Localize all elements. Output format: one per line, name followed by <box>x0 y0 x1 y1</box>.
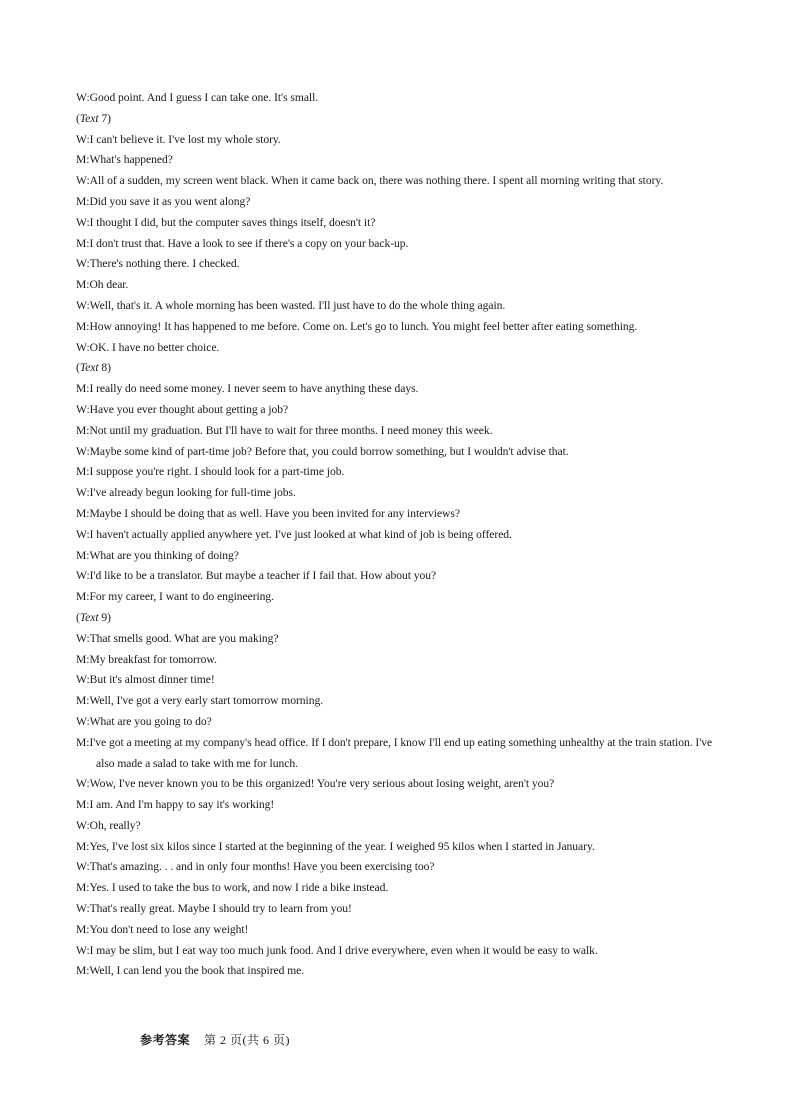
speaker-label: M <box>76 153 87 167</box>
dialogue-line: M:I suppose you're right. I should look for a part-time job. <box>76 465 345 479</box>
dialogue-text: I really do need some money. I never seem to have anything these days. <box>89 382 419 396</box>
dialogue-line: W:I thought I did, but the computer saves things itself, doesn't it? <box>76 215 376 229</box>
dialogue-line: W:Wow, I've never known you to be this organized! You're very serious about losing weight, aren't you? <box>76 777 555 791</box>
dialogue-text: My breakfast for tomorrow. <box>89 652 217 666</box>
dialogue-text: All of a sudden, my screen went black. When it came back on, there was nothing there. I spent all morning writing that story. <box>89 174 664 188</box>
dialogue-line: W:But it's almost dinner time! <box>76 673 215 687</box>
dialogue-text: Not until my graduation. But I'll have to wait for three months. I need money this week. <box>89 423 493 437</box>
speaker-label: W <box>76 298 87 312</box>
speaker-label: W <box>76 902 87 916</box>
dialogue-line: W:I've already begun looking for full-time jobs. <box>76 486 296 500</box>
dialogue-line: W:All of a sudden, my screen went black. When it came back on, there was nothing there. I spent all morning writing that story. <box>76 174 664 188</box>
section-heading-label: Text <box>79 361 99 375</box>
dialogue-text: Well, I can lend you the book that inspired me. <box>89 964 305 978</box>
dialogue-text: OK. I have no better choice. <box>89 340 220 354</box>
dialogue-line: W:That's amazing. . . and in only four months! Have you been exercising too? <box>76 860 435 874</box>
page-footer <box>140 1031 290 1048</box>
speaker-label: W <box>76 444 87 458</box>
section-heading: (Text 9) <box>76 610 111 624</box>
speaker-label: M <box>76 694 87 708</box>
dialogue-text: That's really great. Maybe I should try to learn from you! <box>89 902 352 916</box>
dialogue-text: I don't trust that. Have a look to see if there's a copy on your back-up. <box>89 236 409 250</box>
dialogue-line: W:Have you ever thought about getting a job? <box>76 402 289 416</box>
dialogue-line: W:I haven't actually applied anywhere yet. I've just looked at what kind of job is being offered. <box>76 527 512 541</box>
dialogue-line: M:For my career, I want to do engineering. <box>76 590 275 604</box>
speaker-label: W <box>76 569 87 583</box>
speaker-label: M <box>76 423 87 437</box>
dialogue-text: Oh, really? <box>89 818 141 832</box>
speaker-label: W <box>76 91 87 104</box>
speaker-label: W <box>76 257 87 271</box>
speaker-label: W <box>76 527 87 541</box>
dialogue-line: W:I may be slim, but I eat way too much junk food. And I drive everywhere, even when it would be easy to walk. <box>76 943 598 957</box>
section-heading-label: Text <box>79 111 99 125</box>
dialogue-text: I suppose you're right. I should look for a part-time job. <box>89 465 345 479</box>
dialogue-text: There's nothing there. I checked. <box>89 257 240 271</box>
dialogue-line: M:How annoying! It has happened to me before. Come on. Let's go to lunch. You might feel better after eating something. <box>76 319 638 333</box>
speaker-label: M <box>76 735 87 749</box>
section-heading-number: 8 <box>101 361 108 375</box>
dialogue-text: I thought I did, but the computer saves things itself, doesn't it? <box>89 215 376 229</box>
dialogue-text: That's amazing. . . and in only four months! Have you been exercising too? <box>89 860 435 874</box>
dialogue-text: Well, that's it. A whole morning has been wasted. I'll just have to do the whole thing again. <box>89 298 506 312</box>
section-heading-number: 7 <box>101 111 108 125</box>
dialogue-line: M:I really do need some money. I never seem to have anything these days. <box>76 382 419 396</box>
dialogue-line: W:I can't believe it. I've lost my whole story. <box>76 132 281 146</box>
dialogue-line: W:I'd like to be a translator. But maybe a teacher if I fail that. How about you? <box>76 569 437 583</box>
dialogue-text: Did you save it as you went along? <box>89 194 251 208</box>
dialogue-text: I am. And I'm happy to say it's working! <box>89 798 275 812</box>
speaker-label: M <box>76 236 87 250</box>
dialogue-line: W:There's nothing there. I checked. <box>76 257 240 271</box>
dialogue-line: M:Maybe I should be doing that as well. Have you been invited for any interviews? <box>76 506 460 520</box>
speaker-label: W <box>76 631 87 645</box>
dialogue-line: M:I've got a meeting at my company's head office. If I don't prepare, I know I'll end up eating something unhealthy at the train station. I've also made a salad to take with me for lunch. <box>76 735 713 770</box>
dialogue-text: I may be slim, but I eat way too much junk food. And I drive everywhere, even when it would be easy to walk. <box>89 943 598 957</box>
dialogue-line: M:Yes, I've lost six kilos since I started at the beginning of the year. I weighed 95 kilos when I started in January. <box>76 839 595 853</box>
dialogue-line: M:Not until my graduation. But I'll have to wait for three months. I need money this week. <box>76 423 493 437</box>
speaker-label: W <box>76 777 87 791</box>
speaker-label: W <box>76 215 87 229</box>
speaker-label: W <box>76 174 87 188</box>
section-heading-number: 9 <box>101 610 108 624</box>
dialogue-text: I've got a meeting at my company's head office. If I don't prepare, I know I'll end up eating something unhealthy at the train station. I've also made a salad to take with me for lunch. <box>89 735 713 770</box>
section-heading: (Text 7) <box>76 111 111 125</box>
speaker-label: M <box>76 319 87 333</box>
dialogue-line: M:Well, I've got a very early start tomorrow morning. <box>76 694 324 708</box>
dialogue-text: What's happened? <box>89 153 173 167</box>
speaker-label: M <box>76 881 87 895</box>
speaker-label: M <box>76 506 87 520</box>
speaker-label: W <box>76 673 87 687</box>
speaker-label: M <box>76 278 87 292</box>
dialogue-text: Have you ever thought about getting a job? <box>89 402 289 416</box>
dialogue-line: M:What's happened? <box>76 153 173 167</box>
dialogue-text: Oh dear. <box>89 278 129 292</box>
speaker-label: M <box>76 652 87 666</box>
section-heading-label: Text <box>79 610 99 624</box>
dialogue-text: Yes, I've lost six kilos since I started at the beginning of the year. I weighed 95 kilos when I started in January. <box>89 839 595 853</box>
dialogue-text: Yes. I used to take the bus to work, and now I ride a bike instead. <box>89 881 389 895</box>
dialogue-text: I haven't actually applied anywhere yet. I've just looked at what kind of job is being offered. <box>89 527 512 541</box>
dialogue-text: Maybe some kind of part-time job? Before that, you could borrow something, but I wouldn't advise that. <box>89 444 569 458</box>
dialogue-text: I've already begun looking for full-time jobs. <box>89 486 296 500</box>
dialogue-line: M:I don't trust that. Have a look to see if there's a copy on your back-up. <box>76 236 409 250</box>
dialogue-line: M:Oh dear. <box>76 278 129 292</box>
speaker-label: M <box>76 798 87 812</box>
dialogue-line: W:OK. I have no better choice. <box>76 340 220 354</box>
footer-page-number: 第 2 页(共 6 页) <box>204 1033 291 1047</box>
dialogue-text: Well, I've got a very early start tomorrow morning. <box>89 694 324 708</box>
dialogue-text: That smells good. What are you making? <box>89 631 279 645</box>
speaker-label: M <box>76 590 87 604</box>
dialogue-line: M:What are you thinking of doing? <box>76 548 239 562</box>
dialogue-text: You don't need to lose any weight! <box>89 922 249 936</box>
dialogue-text: Good point. And I guess I can take one. It's small. <box>89 91 319 104</box>
speaker-label: W <box>76 486 87 500</box>
speaker-label: M <box>76 465 87 479</box>
dialogue-line: W:That smells good. What are you making? <box>76 631 279 645</box>
dialogue-line: M:My breakfast for tomorrow. <box>76 652 217 666</box>
section-heading: (Text 8) <box>76 361 111 375</box>
speaker-label: M <box>76 548 87 562</box>
dialogue-text: Wow, I've never known you to be this organized! You're very serious about losing weight, aren't you? <box>89 777 555 791</box>
dialogue-line: W:That's really great. Maybe I should try to learn from you! <box>76 902 352 916</box>
dialogue-line: M:You don't need to lose any weight! <box>76 922 249 936</box>
dialogue-line: M:Well, I can lend you the book that inspired me. <box>76 964 305 978</box>
dialogue-line: M:I am. And I'm happy to say it's working! <box>76 798 275 812</box>
speaker-label: W <box>76 402 87 416</box>
dialogue-line: W:What are you going to do? <box>76 714 212 728</box>
dialogue-text: I can't believe it. I've lost my whole story. <box>89 132 281 146</box>
dialogue-line: M:Yes. I used to take the bus to work, and now I ride a bike instead. <box>76 881 389 895</box>
dialogue-text: I'd like to be a translator. But maybe a teacher if I fail that. How about you? <box>89 569 437 583</box>
speaker-label: W <box>76 818 87 832</box>
dialogue-text: Maybe I should be doing that as well. Have you been invited for any interviews? <box>89 506 460 520</box>
dialogue-text: But it's almost dinner time! <box>89 673 215 687</box>
dialogue-line: W:Well, that's it. A whole morning has been wasted. I'll just have to do the whole thing again. <box>76 298 506 312</box>
speaker-label: W <box>76 132 87 146</box>
transcript <box>76 88 722 982</box>
footer-title: 参考答案 <box>140 1033 191 1047</box>
speaker-label: M <box>76 839 87 853</box>
speaker-label: W <box>76 860 87 874</box>
speaker-label: W <box>76 943 87 957</box>
dialogue-line: W:Good point. And I guess I can take one. It's small. <box>76 91 319 104</box>
speaker-label: M <box>76 194 87 208</box>
speaker-label: M <box>76 382 87 396</box>
dialogue-line: W:Oh, really? <box>76 818 141 832</box>
dialogue-line: M:Did you save it as you went along? <box>76 194 251 208</box>
speaker-label: W <box>76 714 87 728</box>
dialogue-text: What are you going to do? <box>89 714 212 728</box>
dialogue-text: What are you thinking of doing? <box>89 548 239 562</box>
dialogue-text: How annoying! It has happened to me before. Come on. Let's go to lunch. You might feel better after eating something. <box>89 319 638 333</box>
dialogue-line: W:Maybe some kind of part-time job? Before that, you could borrow something, but I wouldn't advise that. <box>76 444 569 458</box>
speaker-label: W <box>76 340 87 354</box>
dialogue-text: For my career, I want to do engineering. <box>89 590 275 604</box>
speaker-label: M <box>76 922 87 936</box>
speaker-label: M <box>76 964 87 978</box>
